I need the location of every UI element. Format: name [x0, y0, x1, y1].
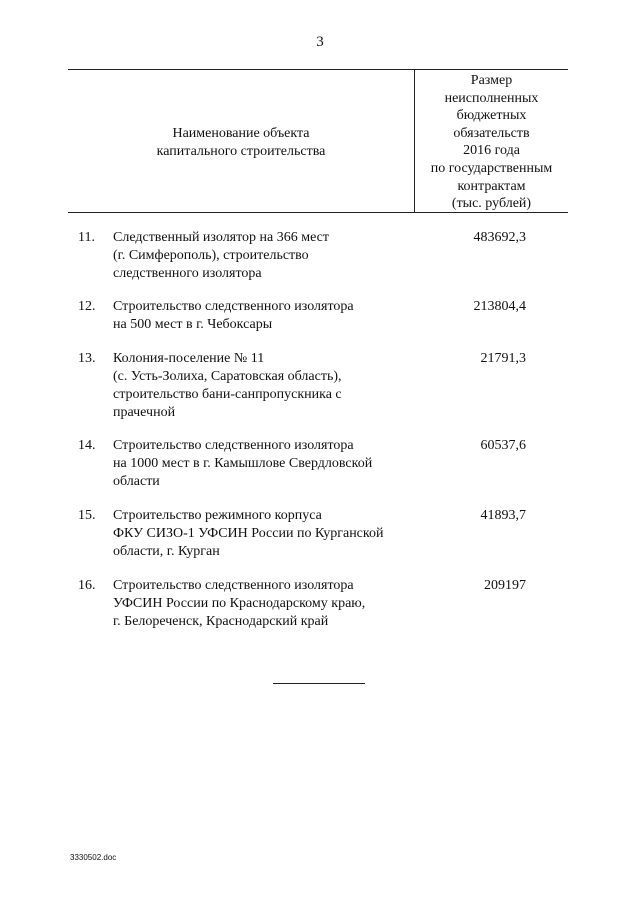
header-amount-line: обязательств — [453, 125, 530, 141]
row-name-line: Строительство следственного изолятора — [113, 438, 354, 453]
row-number: 14. — [78, 438, 96, 453]
row-name-line: области, г. Курган — [113, 544, 220, 559]
header-amount-line: Размер — [470, 73, 513, 88]
header-amount-line: контрактам — [457, 178, 526, 194]
row-name-line: области — [113, 474, 160, 489]
row-object-name — [113, 350, 433, 422]
header-name-line: капитального строительства — [156, 144, 326, 159]
row-name-line: Следственный изолятор на 366 мест — [113, 230, 330, 245]
row-name-line: г. Белореченск, Краснодарский край — [113, 614, 329, 629]
row-name-line: ФКУ СИЗО-1 УФСИН России по Курганской — [113, 526, 384, 541]
end-of-table-rule — [273, 683, 365, 684]
header-amount-line: бюджетных — [456, 108, 527, 124]
row-amount: 60537,6 — [480, 438, 526, 453]
header-amount-line: (тыс. рублей) — [451, 196, 532, 212]
row-name-line: Строительство следственного изолятора — [113, 578, 354, 593]
row-amount: 41893,7 — [480, 508, 526, 523]
row-number: 12. — [78, 299, 96, 314]
row-name-line: строительство бани-санпропускника с — [113, 387, 342, 402]
column-header-amount — [415, 72, 568, 213]
row-name-line: (с. Усть-Золиха, Саратовская область), — [113, 369, 342, 384]
row-number: 13. — [78, 351, 96, 366]
row-name-line: Колония-поселение № 11 — [113, 351, 265, 366]
row-number: 15. — [78, 508, 96, 523]
column-header-object-name — [68, 125, 414, 161]
row-name-line: Строительство следственного изолятора — [113, 299, 354, 314]
row-name-line: на 500 мест в г. Чебоксары — [113, 317, 273, 332]
header-amount-line: по государственным — [430, 160, 553, 176]
row-name-line: УФСИН России по Краснодарскому краю, — [113, 596, 366, 611]
row-name-line: следственного изолятора — [113, 266, 262, 281]
header-amount-line: неисполненных — [444, 90, 539, 106]
row-amount: 483692,3 — [473, 230, 526, 245]
row-amount: 209197 — [484, 578, 526, 593]
row-name-line: (г. Симферополь), строительство — [113, 248, 309, 263]
row-object-name — [113, 229, 433, 283]
row-number: 11. — [78, 230, 95, 245]
row-object-name — [113, 507, 433, 561]
row-number: 16. — [78, 578, 96, 593]
row-amount: 213804,4 — [473, 299, 526, 314]
row-object-name — [113, 437, 433, 491]
row-amount: 21791,3 — [480, 351, 526, 366]
header-name-line: Наименование объекта — [172, 126, 310, 141]
header-amount-line: 2016 года — [463, 143, 520, 159]
row-name-line: на 1000 мест в г. Камышлове Свердловской — [113, 456, 373, 471]
page-number: 3 — [316, 34, 324, 50]
row-name-line: прачечной — [113, 405, 176, 420]
row-name-line: Строительство режимного корпуса — [113, 508, 322, 523]
row-object-name — [113, 298, 433, 334]
row-object-name — [113, 577, 433, 631]
footer-file-name: 3330502.doc — [70, 853, 117, 862]
table-top-rule — [68, 69, 568, 70]
